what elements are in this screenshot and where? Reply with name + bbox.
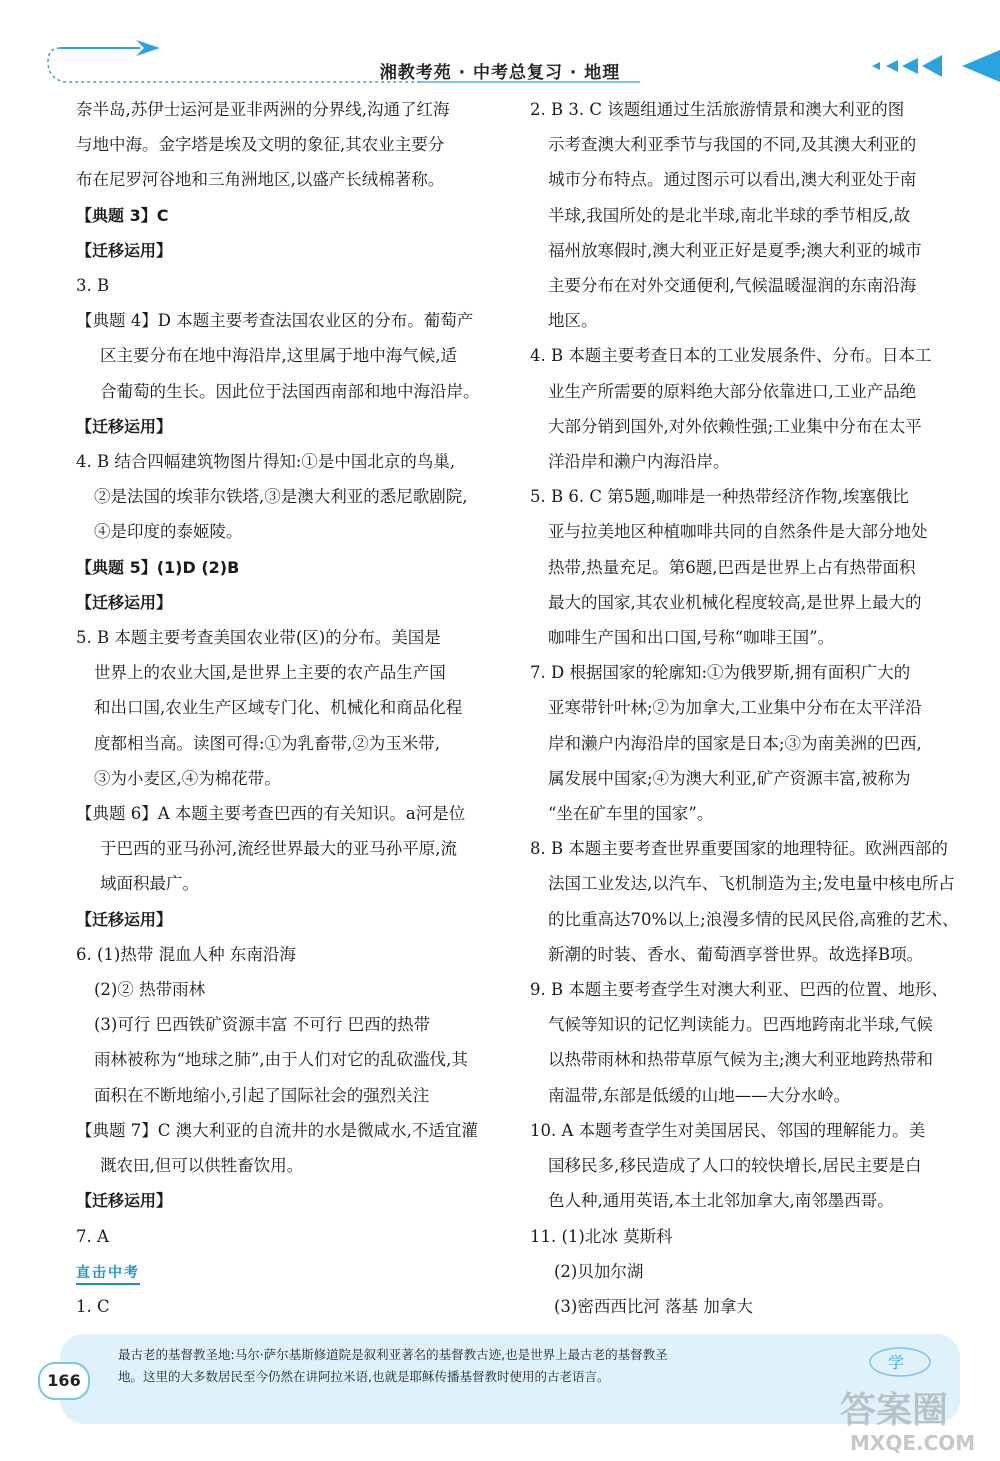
- right-column-line: 2. B 3. C 该题组通过生活旅游情景和澳大利亚的图: [530, 100, 905, 119]
- right-column-line: 主要分布在对外交通便利,气候温暖湿润的东南沿海: [548, 276, 917, 296]
- study-badge-text: 学: [888, 1353, 905, 1372]
- left-column-line: ②是法国的埃菲尔铁塔,③是澳大利亚的悉尼歌剧院,: [94, 487, 468, 507]
- right-column-line: 11. (1)北冰 莫斯科: [530, 1226, 673, 1246]
- left-column-line: 和出口国,农业生产区域专门化、机械化和商品化程: [94, 698, 463, 718]
- left-column-line: 域面积最广。: [100, 874, 199, 894]
- right-column-line: 9. B 本题主要考查学生对澳大利亚、巴西的位置、地形、: [530, 980, 948, 1000]
- left-column-line: 奈半岛,苏伊士运河是亚非两洲的分界线,沟通了红海: [76, 100, 450, 119]
- left-column-line: 3. B: [76, 276, 110, 296]
- left-column-line: 【典题 7】C 澳大利亚的自流井的水是微咸水,不适宜灌: [76, 1120, 478, 1140]
- section-zhiji-heading: 直击中考: [76, 1263, 140, 1285]
- right-column-line: 南温带,东部是低缓的山地——大分水岭。: [548, 1085, 851, 1105]
- footer-note-line-1: 最古老的基督教圣地:马尔·萨尔基斯修道院是叙利亚著名的基督教古迹,也是世界上最古老的基督教圣: [118, 1347, 668, 1362]
- watermark-logo: [800, 1380, 990, 1455]
- right-column-line: 10. A 本题考查学生对美国居民、邻国的理解能力。美: [530, 1120, 926, 1140]
- right-column-line: 大部分销到国外,对外依赖性强;工业集中分布在太平: [548, 416, 922, 436]
- footer-note: [118, 1344, 838, 1388]
- left-column-line: 【典题 6】A 本题主要考查巴西的有关知识。a河是位: [76, 804, 466, 824]
- right-column-line: 亚与拉美地区种植咖啡共同的自然条件是大部分地处: [548, 522, 928, 542]
- right-column-line: 岸和濑户内海沿岸的国家是日本;③为南美洲的巴西,: [548, 733, 922, 753]
- left-column-line: 【典题 5】(1)D (2)B: [76, 557, 240, 577]
- right-column-line: “坐在矿车里的国家”。: [548, 804, 714, 824]
- left-column-line: ③为小麦区,④为棉花带。: [94, 768, 281, 788]
- left-column-line: 6. (1)热带 混血人种 东南沿海: [76, 944, 296, 964]
- left-column-line: (3)可行 巴西铁矿资源丰富 不可行 巴西的热带: [94, 1015, 431, 1035]
- right-column-line: 新潮的时装、香水、葡萄酒享誉世界。故选择B项。: [548, 944, 924, 964]
- study-badge-icon: [864, 1344, 936, 1380]
- right-column-line: 8. B 本题主要考查世界重要国家的地理特征。欧洲西部的: [530, 839, 948, 859]
- header-title: 湘教考苑 · 中考总复习 · 地理: [379, 63, 621, 83]
- left-column-line: ④是印度的泰姬陵。: [94, 522, 243, 542]
- left-column-line: 【迁移运用】: [76, 592, 173, 612]
- page-header: [0, 0, 1000, 95]
- watermark-text: 答案圈: [840, 1390, 949, 1431]
- right-column-line: (2)贝加尔湖: [554, 1261, 644, 1281]
- right-column-line: 半球,我国所处的是北半球,南北半球的季节相反,故: [548, 205, 911, 225]
- right-column-line: 属发展中国家;④为澳大利亚,矿产资源丰富,被称为: [548, 768, 911, 788]
- left-column-line: 度都相当高。读图可得:①为乳畜带,②为玉米带,: [94, 733, 441, 753]
- left-column-line: (2)② 热带雨林: [94, 980, 206, 1000]
- right-column-line: 以热带雨林和热带草原气候为主;澳大利亚地跨热带和: [548, 1050, 934, 1070]
- left-column-line: 面积在不断地缩小,引起了国际社会的强烈关注: [94, 1085, 430, 1105]
- left-column-line: 7. A: [76, 1226, 109, 1246]
- right-column-line: 国移民多,移民造成了人口的较快增长,居民主要是白: [548, 1156, 922, 1176]
- right-column-line: 色人种,通用英语,本土北邻加拿大,南邻墨西哥。: [548, 1191, 894, 1211]
- right-column-line: 7. D 根据国家的轮廓知:①为俄罗斯,拥有面积广大的: [530, 663, 911, 683]
- left-column: [76, 92, 496, 1324]
- right-column-line: 地区。: [548, 311, 598, 331]
- right-column-line: 福州放寒假时,澳大利亚正好是夏季;澳大利亚的城市: [548, 240, 922, 260]
- right-column-line: 洋沿岸和濑户内海沿岸。: [548, 452, 730, 472]
- right-column-line: 5. B 6. C 第5题,咖啡是一种热带经济作物,埃塞俄比: [530, 487, 909, 507]
- left-column-line: 【典题 3】C: [76, 205, 169, 225]
- right-column-line: 业生产所需要的原料绝大部分依靠进口,工业产品绝: [548, 381, 917, 401]
- left-column-line: 4. B 结合四幅建筑物图片得知:①是中国北京的鸟巢,: [76, 452, 456, 472]
- right-column-line: 热带,热量充足。第6题,巴西是世界上占有热带面积: [548, 557, 916, 577]
- left-column-line: 【迁移运用】: [76, 416, 173, 436]
- left-column-line: 1. C: [76, 1296, 110, 1316]
- left-column-line: 世界上的农业大国,是世界上主要的农产品生产国: [94, 663, 446, 683]
- left-column-line: 雨林被称为“地球之肺”,由于人们对它的乱砍滥伐,其: [94, 1050, 468, 1070]
- left-column-line: 于巴西的亚马孙河,流经世界最大的亚马孙平原,流: [100, 839, 457, 859]
- right-column-line: 亚寒带针叶林;②为加拿大,工业集中分布在太平洋沿: [548, 698, 922, 718]
- right-column-line: 示考查澳大利亚季节与我国的不同,及其澳大利亚的: [548, 135, 917, 155]
- right-column-line: 咖啡生产国和出口国,号称“咖啡王国”。: [548, 628, 835, 648]
- footer-note-line-2: 地。这里的大多数居民至今仍然在讲阿拉米语,也就是耶稣传播基督教时使用的古老语言。: [118, 1369, 610, 1384]
- right-column: [530, 92, 959, 1324]
- right-column-line: 法国工业发达,以汽车、飞机制造为主;发电量中核电所占: [548, 874, 955, 894]
- left-column-line: 【迁移运用】: [76, 909, 173, 929]
- left-column-line: 【迁移运用】: [76, 240, 173, 260]
- right-column-line: (3)密西西比河 落基 加拿大: [554, 1296, 753, 1316]
- page-number: 166: [38, 1362, 90, 1400]
- right-column-line: 气候等知识的记忆判读能力。巴西地跨南北半球,气候: [548, 1015, 933, 1035]
- right-column-line: 4. B 本题主要考查日本的工业发展条件、分布。日本工: [530, 346, 932, 366]
- left-column-line: 区主要分布在地中海沿岸,这里属于地中海气候,适: [100, 346, 457, 366]
- watermark-url: MXQE.COM: [850, 1431, 976, 1455]
- left-column-line: 合葡萄的生长。因此位于法国西南部和地中海沿岸。: [100, 381, 480, 401]
- left-column-line: 溉农田,但可以供牲畜饮用。: [100, 1156, 304, 1176]
- left-column-line: 与地中海。金字塔是埃及文明的象征,其农业主要分: [76, 135, 445, 155]
- left-column-line: 【迁移运用】: [76, 1191, 173, 1211]
- left-column-line: 5. B 本题主要考查美国农业带(区)的分布。美国是: [76, 628, 441, 648]
- left-column-line: 布在尼罗河谷地和三角洲地区,以盛产长绒棉著称。: [76, 170, 445, 190]
- left-column-line: 【典题 4】D 本题主要考查法国农业区的分布。葡萄产: [76, 311, 474, 331]
- right-column-line: 最大的国家,其农业机械化程度较高,是世界上最大的: [548, 592, 922, 612]
- right-column-line: 的比重高达70%以上;浪漫多情的民风民俗,高雅的艺术、: [548, 909, 959, 929]
- right-column-line: 城市分布特点。通过图示可以看出,澳大利亚处于南: [548, 170, 917, 190]
